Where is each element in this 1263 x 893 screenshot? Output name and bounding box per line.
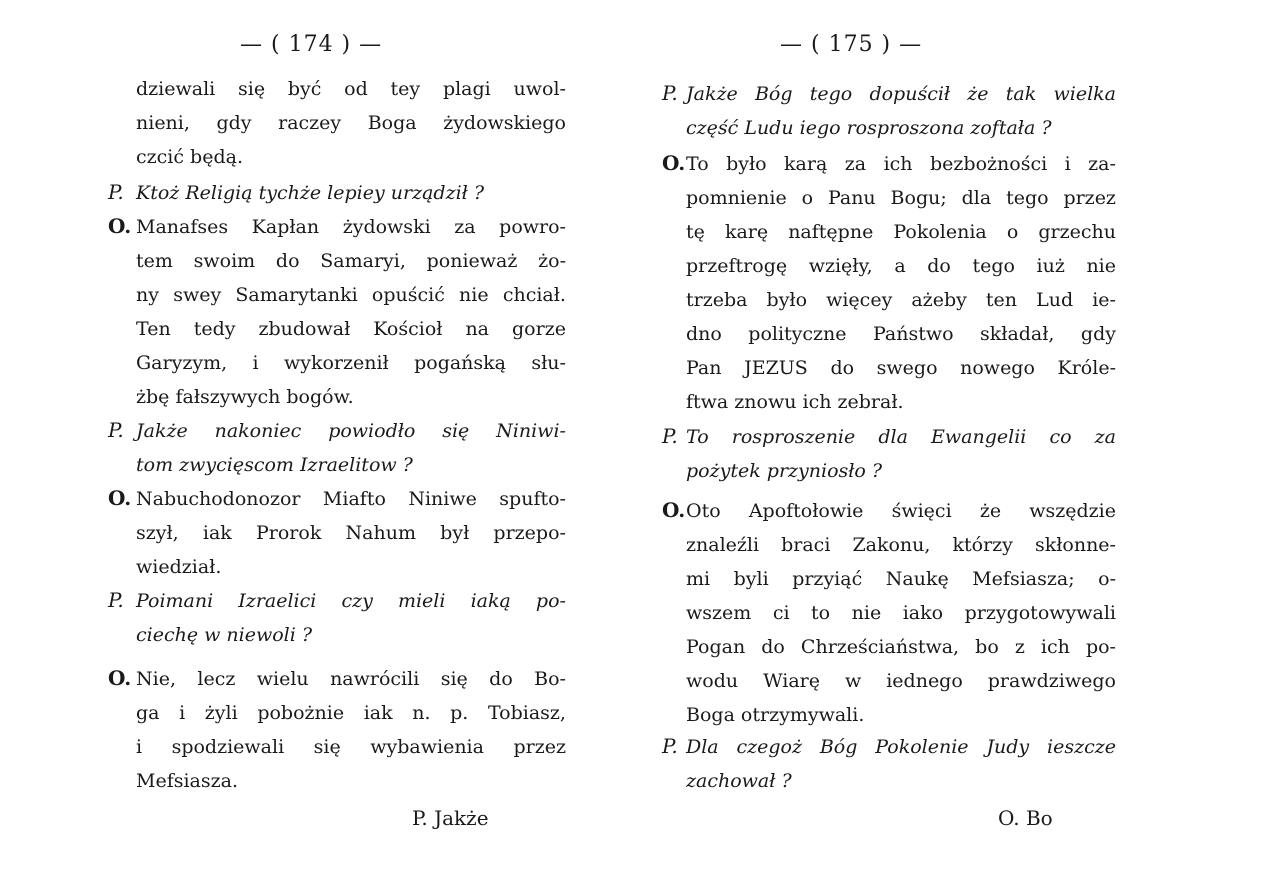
answer-marker: O. xyxy=(108,486,132,510)
word: Kapłan xyxy=(251,216,320,238)
word: Ewangelii xyxy=(931,426,1027,448)
catchword: O. Bo xyxy=(998,806,1053,830)
word: ci xyxy=(772,602,790,624)
word: się xyxy=(440,668,468,690)
word: Niniwi- xyxy=(496,420,566,442)
word: lecz xyxy=(197,668,236,690)
text-line: ftwa znowu ich zebrał. xyxy=(686,391,904,413)
question-paragraph xyxy=(686,77,1116,145)
word: Samaryi, xyxy=(320,250,406,272)
word: było xyxy=(766,289,808,311)
word: iak xyxy=(363,702,393,724)
word: dno xyxy=(686,323,722,345)
word: Nahum xyxy=(345,522,416,544)
word: po- xyxy=(1085,636,1116,658)
word: do xyxy=(830,357,855,379)
question-paragraph xyxy=(686,420,1116,488)
question-marker: P. xyxy=(662,734,678,758)
word: Prorok xyxy=(256,522,322,544)
word: Nie, xyxy=(136,668,176,690)
word: Bóg xyxy=(819,736,858,758)
word: skłonne- xyxy=(1034,534,1116,556)
word: ieszcze xyxy=(1047,736,1116,758)
word: że xyxy=(979,500,1002,522)
text-line xyxy=(136,106,566,140)
word: Judy xyxy=(986,736,1030,758)
word: słu- xyxy=(531,352,566,374)
word: iuż xyxy=(1036,255,1065,277)
word: mieli xyxy=(397,590,446,612)
left-page xyxy=(0,0,630,893)
word: Garyzym, xyxy=(136,352,228,374)
right-page xyxy=(630,0,1263,893)
answer-marker: O. xyxy=(108,666,132,690)
word: plagi xyxy=(442,78,491,100)
word: To xyxy=(686,426,709,448)
word: więcey xyxy=(826,289,893,311)
word: wzięły, xyxy=(808,255,873,277)
word: po- xyxy=(535,590,566,612)
word: karę xyxy=(724,221,769,243)
word: w xyxy=(844,670,862,692)
word: rosproszenie xyxy=(731,426,856,448)
word: Samarytanki xyxy=(235,284,358,306)
word: do xyxy=(927,255,951,277)
question-marker: P. xyxy=(108,418,124,442)
word: tego xyxy=(972,255,1015,277)
word: żydowski xyxy=(342,216,431,238)
word: do xyxy=(489,668,513,690)
word: się xyxy=(313,736,341,758)
word: naftępne xyxy=(788,221,874,243)
word: ich xyxy=(1040,636,1070,658)
word: tego xyxy=(1006,187,1049,209)
answer-paragraph xyxy=(136,210,566,414)
question-paragraph xyxy=(136,584,566,652)
text-line xyxy=(686,77,1116,111)
word: przeftrogę xyxy=(686,255,788,277)
word: zbudował xyxy=(258,318,351,340)
catchword: P. Jakże xyxy=(412,806,489,830)
word: Lud xyxy=(1036,289,1074,311)
word: dla xyxy=(878,426,908,448)
word: swoim xyxy=(193,250,256,272)
word: tego xyxy=(809,83,853,105)
word: chciał. xyxy=(502,284,566,306)
page-header-174: — ( 174 ) — xyxy=(240,32,383,57)
word: pogańską xyxy=(414,352,507,374)
word: spodziewali xyxy=(171,736,285,758)
word: swey xyxy=(173,284,222,306)
word: JEZUS xyxy=(744,357,808,379)
word: nie xyxy=(851,602,882,624)
word: i xyxy=(136,736,143,758)
text-line: zachował ? xyxy=(686,770,792,792)
text-line: Boga otrzymywali. xyxy=(686,704,865,726)
word: Naukę xyxy=(885,568,949,590)
word: wszędzie xyxy=(1029,500,1116,522)
word: wykorzenił xyxy=(283,352,389,374)
word: przez xyxy=(513,736,566,758)
word: gdy xyxy=(1080,323,1116,345)
question-marker: P. xyxy=(662,81,678,105)
word: od xyxy=(344,78,368,100)
word: nawrócili xyxy=(330,668,420,690)
word: i xyxy=(1064,153,1071,175)
answer-paragraph xyxy=(686,147,1116,419)
word: iaką xyxy=(470,590,511,612)
word: Wiarę xyxy=(763,670,821,692)
word: do xyxy=(275,250,300,272)
word: ie- xyxy=(1092,289,1116,311)
question-marker: P. xyxy=(108,180,124,204)
word: tey xyxy=(390,78,421,100)
word: nieni, xyxy=(136,112,190,134)
word: Chrześciaństwa, xyxy=(800,636,960,658)
word: ten xyxy=(985,289,1018,311)
word: Jakże xyxy=(686,83,738,105)
word: grzechu xyxy=(1038,221,1116,243)
word: Ten xyxy=(136,318,171,340)
text-line xyxy=(136,516,566,550)
word: wielka xyxy=(1053,83,1116,105)
text-line xyxy=(686,562,1116,596)
text-line xyxy=(136,210,566,244)
word: Tobiasz, xyxy=(487,702,566,724)
word: trzeba xyxy=(686,289,748,311)
word: Króle- xyxy=(1057,357,1116,379)
word: Pokolenie xyxy=(875,736,969,758)
answer-paragraph xyxy=(136,72,566,174)
word: Kościoł xyxy=(373,318,443,340)
word: przepo- xyxy=(493,522,566,544)
word: o- xyxy=(1098,568,1116,590)
text-line xyxy=(136,696,566,730)
text-line xyxy=(686,730,1116,764)
question-marker: P. xyxy=(662,424,678,448)
text-line: tom zwycięscom Izraelitow ? xyxy=(136,454,413,476)
word: iednego xyxy=(886,670,963,692)
word: i xyxy=(179,702,186,724)
word: Oto xyxy=(686,500,721,522)
word: polityczne xyxy=(748,323,847,345)
text-line xyxy=(686,528,1116,562)
word: czy xyxy=(341,590,373,612)
word: Dla xyxy=(686,736,719,758)
word: że xyxy=(967,83,989,105)
text-line xyxy=(136,730,566,764)
text-line xyxy=(686,351,1116,385)
text-line: część Ludu iego rosproszona zoftała ? xyxy=(686,117,1052,139)
word: za xyxy=(1094,426,1116,448)
word: Izraelici xyxy=(238,590,317,612)
word: Jakże xyxy=(136,420,188,442)
answer-paragraph xyxy=(686,494,1116,732)
word: braci xyxy=(781,534,831,556)
word: wielu xyxy=(256,668,309,690)
word: Bo- xyxy=(534,668,566,690)
text-line: ciechę w niewoli ? xyxy=(136,624,313,646)
word: za xyxy=(844,153,867,175)
word: było xyxy=(726,153,767,175)
text-line xyxy=(136,278,566,312)
word: o xyxy=(1006,221,1019,243)
word: nakoniec xyxy=(214,420,302,442)
text-line xyxy=(136,244,566,278)
word: dziewali xyxy=(136,78,216,100)
word: tę xyxy=(686,221,705,243)
text-line xyxy=(686,215,1116,249)
text-line: czcić będą. xyxy=(136,146,243,168)
word: wszem xyxy=(686,602,752,624)
text-line xyxy=(686,147,1116,181)
text-line xyxy=(686,420,1116,454)
answer-paragraph xyxy=(136,662,566,798)
word: n. xyxy=(412,702,431,724)
word: do xyxy=(761,636,785,658)
word: ponieważ xyxy=(426,250,518,272)
word: bo xyxy=(975,636,999,658)
text-line xyxy=(686,596,1116,630)
word: żydowskiego xyxy=(443,112,566,134)
word: byli xyxy=(733,568,769,590)
word: Pan xyxy=(686,357,722,379)
word: Nabuchodonozor xyxy=(136,488,301,510)
word: pomnienie xyxy=(686,187,787,209)
word: Poimani xyxy=(136,590,214,612)
word: szył, xyxy=(136,522,179,544)
text-line xyxy=(686,664,1116,698)
word: się xyxy=(442,420,470,442)
word: Boga xyxy=(367,112,417,134)
word: gdy xyxy=(216,112,252,134)
word: wybawienia xyxy=(370,736,484,758)
text-line: Ktoż Religią tychże lepiey urządził ? xyxy=(136,182,485,204)
word: karą xyxy=(784,153,828,175)
answer-marker: O. xyxy=(662,151,686,175)
word: wodu xyxy=(686,670,739,692)
word: iako xyxy=(902,602,944,624)
word: Miafto xyxy=(322,488,386,510)
word: na xyxy=(465,318,490,340)
word: pobożnie xyxy=(257,702,345,724)
text-line xyxy=(136,584,566,618)
word: czegoż xyxy=(736,736,802,758)
word: nie xyxy=(1086,255,1116,277)
word: powro- xyxy=(499,216,566,238)
word: Manafses xyxy=(136,216,229,238)
word: znaleźli xyxy=(686,534,760,556)
word: się xyxy=(238,78,266,100)
text-line xyxy=(136,72,566,106)
word: dopuścił xyxy=(869,83,951,105)
answer-marker: O. xyxy=(108,214,132,238)
word: bezbożności xyxy=(929,153,1048,175)
answer-marker: O. xyxy=(662,498,686,522)
word: być xyxy=(287,78,322,100)
text-line xyxy=(686,630,1116,664)
word: spufto- xyxy=(499,488,566,510)
word: Państwo xyxy=(872,323,954,345)
word: raczey xyxy=(278,112,342,134)
text-line xyxy=(136,662,566,696)
word: ny xyxy=(136,284,159,306)
question-paragraph xyxy=(136,414,566,482)
word: Pokolenia xyxy=(893,221,987,243)
word: przygotowywali xyxy=(964,602,1116,624)
word: przez xyxy=(1063,187,1116,209)
text-line: żbę fałszywych bogów. xyxy=(136,386,354,408)
word: o xyxy=(801,187,814,209)
word: swego xyxy=(876,357,938,379)
word: ga xyxy=(136,702,160,724)
word: prawdziwego xyxy=(987,670,1116,692)
word: nowego xyxy=(960,357,1035,379)
word: to xyxy=(811,602,831,624)
answer-paragraph xyxy=(136,482,566,584)
word: dla xyxy=(961,187,992,209)
word: a xyxy=(894,255,906,277)
word: Zakonu, xyxy=(852,534,931,556)
word: z xyxy=(1014,636,1025,658)
text-line: pożytek przyniosło ? xyxy=(686,460,883,482)
word: To xyxy=(686,153,709,175)
word: co xyxy=(1049,426,1072,448)
word: tem xyxy=(136,250,173,272)
text-line xyxy=(686,249,1116,283)
word: Bogu; xyxy=(890,187,947,209)
word: Panu xyxy=(827,187,876,209)
page-header-175: — ( 175 ) — xyxy=(780,32,923,57)
word: p. xyxy=(450,702,469,724)
word: Bóg xyxy=(754,83,793,105)
text-line xyxy=(686,494,1116,528)
word: tedy xyxy=(193,318,236,340)
word: nie xyxy=(459,284,489,306)
word: gorze xyxy=(512,318,566,340)
text-line xyxy=(686,181,1116,215)
word: Apoftołowie xyxy=(748,500,864,522)
text-line xyxy=(136,346,566,380)
question-paragraph xyxy=(136,176,566,210)
word: był xyxy=(440,522,470,544)
text-line xyxy=(136,414,566,448)
text-line: wiedział. xyxy=(136,556,222,578)
word: za xyxy=(454,216,476,238)
word: ich xyxy=(883,153,913,175)
word: przyiąć xyxy=(792,568,863,590)
word: żo- xyxy=(538,250,566,272)
text-line xyxy=(136,482,566,516)
word: iak xyxy=(202,522,232,544)
word: składał, xyxy=(980,323,1055,345)
word: Pogan xyxy=(686,636,746,658)
text-line xyxy=(686,283,1116,317)
word: święci xyxy=(891,500,952,522)
question-marker: P. xyxy=(108,588,124,612)
word: którzy xyxy=(952,534,1013,556)
word: Niniwe xyxy=(408,488,477,510)
question-paragraph xyxy=(686,730,1116,798)
word: za- xyxy=(1088,153,1116,175)
word: tak xyxy=(1005,83,1037,105)
text-line xyxy=(686,317,1116,351)
word: mi xyxy=(686,568,711,590)
word: i xyxy=(252,352,259,374)
word: opuścić xyxy=(371,284,445,306)
word: Mefsiasza; xyxy=(972,568,1075,590)
text-line xyxy=(136,312,566,346)
word: ażeby xyxy=(911,289,967,311)
word: żyli xyxy=(204,702,238,724)
text-line: Mefsiasza. xyxy=(136,770,239,792)
word: powiodło xyxy=(328,420,416,442)
word: uwol- xyxy=(513,78,566,100)
